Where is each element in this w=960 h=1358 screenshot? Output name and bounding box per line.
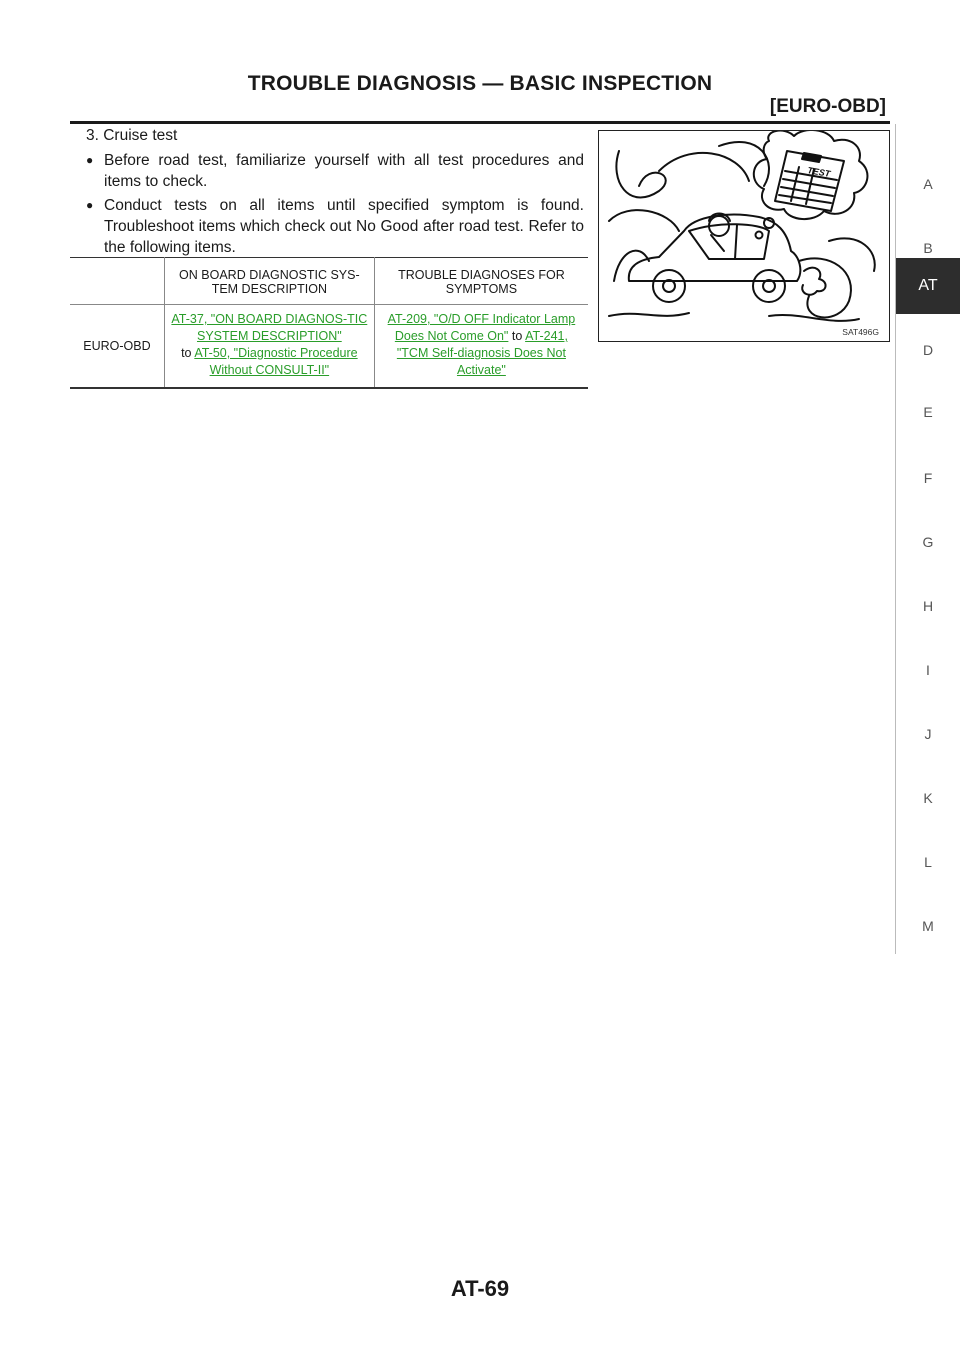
bullet-text: Conduct tests on all items until specified symptom is found. Troubleshoot items which check out No Good after road test. Refer to the following items. (104, 197, 584, 256)
clipboard-label: TEST (806, 165, 832, 179)
table-cell-obd (164, 305, 374, 389)
link-at-37[interactable]: AT-37, "ON BOARD DIAGNOS-TIC SYSTEM DESCRIPTION" (171, 312, 368, 343)
page-title: TROUBLE DIAGNOSIS — BASIC INSPECTION (247, 72, 713, 95)
section-tab-b[interactable]: B (923, 240, 933, 256)
section-tabs (896, 0, 960, 1000)
page-subtitle: [EURO-OBD] (769, 96, 886, 117)
section-tab-h[interactable]: H (922, 598, 934, 614)
section-tab-f[interactable]: F (923, 470, 933, 486)
table-header-symptoms: TROUBLE DIAGNOSES FOR SYMPTOMS (374, 258, 588, 305)
table-row (70, 305, 588, 389)
table-header-blank (70, 258, 164, 305)
bullet-icon: ● (86, 153, 94, 167)
bullet-item (86, 150, 584, 192)
to-text: to (511, 329, 523, 343)
section-tab-j[interactable]: J (924, 726, 932, 742)
road-test-illustration (598, 130, 890, 342)
to-text: to (181, 346, 192, 360)
section-tab-k[interactable]: K (923, 790, 933, 806)
link-at-50[interactable]: AT-50, "Diagnostic Procedure Without CONSULT-II" (194, 346, 358, 377)
section-tab-a[interactable]: A (923, 176, 933, 192)
row-label: EURO-OBD (70, 305, 164, 389)
link-at-209[interactable]: AT-209, "O/D OFF Indicator Lamp Does Not Come On" (387, 312, 576, 343)
bullet-item (86, 195, 584, 258)
reference-table (70, 257, 588, 389)
link-at-241[interactable]: AT-241, "TCM Self-diagnosis Does Not Activate" (396, 329, 568, 377)
page-number: AT-69 (450, 1276, 510, 1301)
bullet-icon: ● (86, 198, 94, 212)
table-cell-symptoms (374, 305, 588, 389)
section-tab-g[interactable]: G (922, 534, 934, 550)
step-heading: 3. Cruise test (86, 127, 178, 144)
car-road-test-drawing (599, 131, 888, 340)
section-tab-d[interactable]: D (922, 342, 934, 358)
figure-caption: SAT496G (842, 327, 879, 337)
section-tab-e[interactable]: E (923, 404, 933, 420)
section-tab-at[interactable]: AT (896, 258, 960, 314)
section-tab-i[interactable]: I (926, 662, 930, 678)
header-rule (70, 121, 890, 124)
bullet-text: Before road test, familiarize yourself with all test procedures and items to check. (104, 152, 584, 190)
table-header-obd: ON BOARD DIAGNOSTIC SYS-TEM DESCRIPTION (164, 258, 374, 305)
section-tab-l[interactable]: L (924, 854, 932, 870)
section-tab-m[interactable]: M (922, 918, 934, 934)
